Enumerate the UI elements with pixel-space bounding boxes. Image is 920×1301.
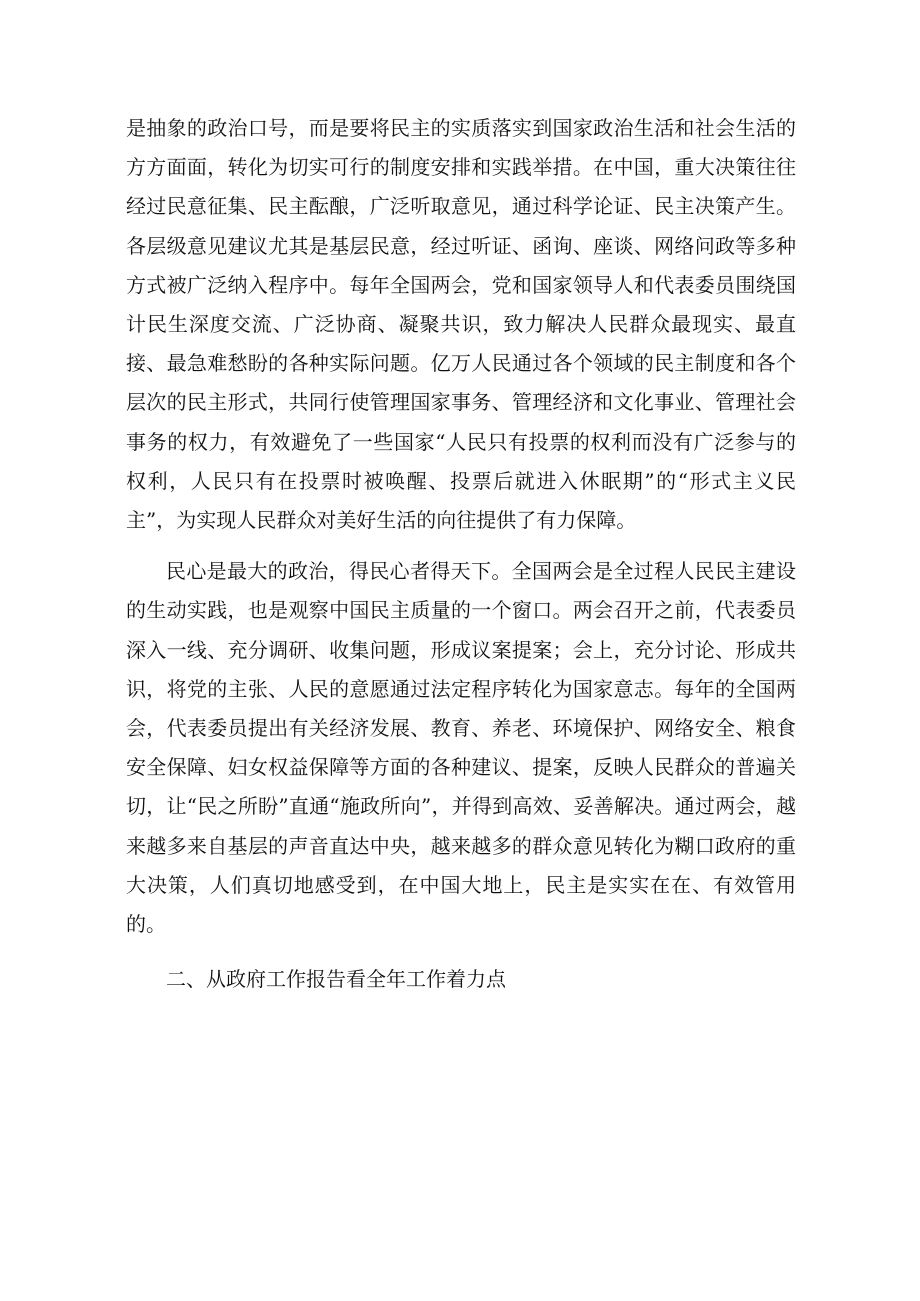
- document-body: [126, 109, 796, 999]
- paragraph-public-opinion: 民心是最大的政治，得民心者得天下。全国两会是全过程人民民主建设的生动实践，也是观察中国民主质量的一个窗口。两会召开之前，代表委员深入一线、充分调研、收集问题，形成议案提案；会上，充分讨论、形成共识，将党的主张、人民的意愿通过法定程序转化为国家意志。每年的全国两会，代表委员提出有关经济发展、教育、养老、环境保护、网络安全、粮食安全保障、妇女权益保障等方面的各种建议、提案，反映人民群众的普遍关切，让“民之所盼”直通“施政所向”，并得到高效、妥善解决。通过两会，越来越多来自基层的声音直达中央，越来越多的群众意见转化为糊口政府的重大决策，人们真切地感受到，在中国大地上，民主是实实在在、有效管用的。: [126, 559, 796, 937]
- paragraph-continued: 是抽象的政治口号，而是要将民主的实质落实到国家政治生活和社会生活的方方面面，转化为切实可行的制度安排和实践举措。在中国，重大决策往往经过民意征集、民主酝酿，广泛听取意见，通过科学论证、民主决策产生。各层级意见建议尤其是基层民意，经过听证、函询、座谈、网络问政等多种方式被广泛纳入程序中。每年全国两会，党和国家领导人和代表委员围绕国计民生深度交流、广泛协商、凝聚共识，致力解决人民群众最现实、最直接、最急难愁盼的各种实际问题。亿万人民通过各个领域的民主制度和各个层次的民主形式，共同行使管理国家事务、管理经济和文化事业、管理社会事务的权力，有效避免了一些国家“人民只有投票的权利而没有广泛参与的权利，人民只有在投票时被唤醒、投票后就进入休眠期”的“形式主义民主”，为实现人民群众对美好生活的向往提供了有力保障。: [126, 116, 796, 533]
- section-heading: 二、从政府工作报告看全年工作着力点: [166, 967, 506, 992]
